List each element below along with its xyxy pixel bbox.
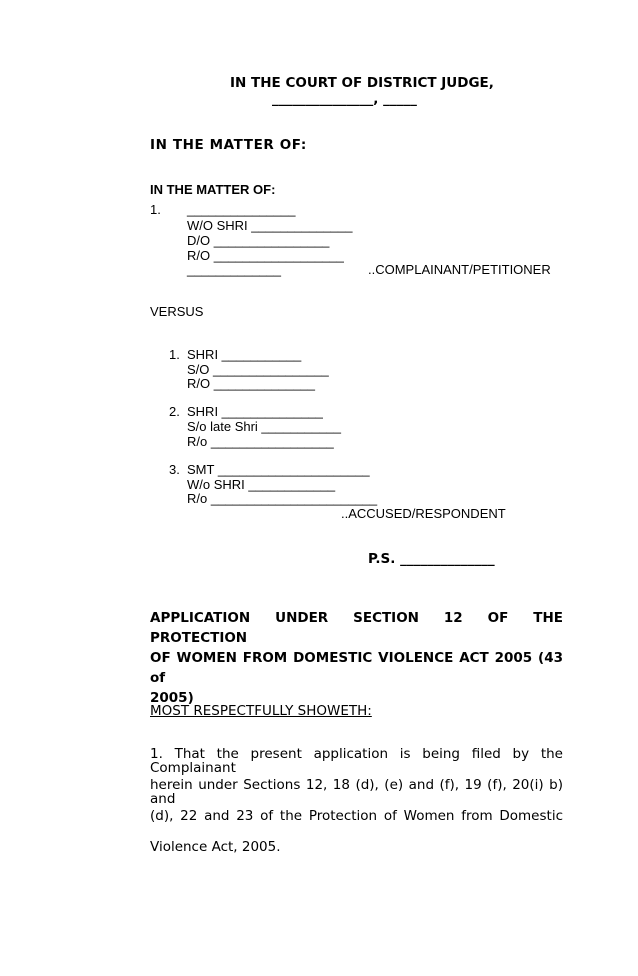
respondent-line: S/o late Shri ___________: [187, 419, 341, 434]
paragraph-line: 1. That the present application is being filed by the Complainant: [150, 746, 563, 776]
paragraph-line: (d), 22 and 23 of the Protection of Women from Domestic: [150, 808, 563, 824]
respondent-role: ..ACCUSED/RESPONDENT: [341, 506, 506, 521]
complainant-ro: R/O __________________: [187, 248, 344, 263]
complainant-extra-line: _____________: [187, 262, 281, 277]
respondent-number: 1.: [169, 347, 180, 362]
application-title-line: OF WOMEN FROM DOMESTIC VIOLENCE ACT 2005 (43 of: [150, 650, 563, 686]
court-heading: IN THE COURT OF DISTRICT JUDGE,: [230, 75, 494, 91]
complainant-role: ..COMPLAINANT/PETITIONER: [368, 262, 551, 277]
court-place-line: _______________, _____: [272, 91, 417, 107]
application-title-line: 2005): [150, 690, 194, 706]
respondent-line: S/O ________________: [187, 362, 329, 377]
showeth-heading: MOST RESPECTFULLY SHOWETH:: [150, 703, 372, 719]
respondent-number: 3.: [169, 462, 180, 477]
respondent-line: SMT _____________________: [187, 462, 370, 477]
complainant-wo: W/O SHRI ______________: [187, 218, 353, 233]
complainant-number: 1.: [150, 202, 161, 217]
application-title-line: APPLICATION UNDER SECTION 12 OF THE PROTECTION: [150, 610, 563, 646]
respondent-line: R/o _________________: [187, 434, 334, 449]
respondent-line: R/O ______________: [187, 376, 315, 391]
respondent-line: R/o _______________________: [187, 491, 378, 506]
respondent-line: SHRI ______________: [187, 404, 323, 419]
respondent-line: W/o SHRI ____________: [187, 477, 336, 492]
police-station-line: P.S. ______________: [368, 551, 495, 567]
complainant-do: D/O ________________: [187, 233, 330, 248]
paragraph-line: herein under Sections 12, 18 (d), (e) and (f), 19 (f), 20(i) b) and: [150, 777, 563, 807]
matter-heading-bold: IN THE MATTER OF:: [150, 137, 307, 153]
versus-label: VERSUS: [150, 304, 204, 319]
respondent-number: 2.: [169, 404, 180, 419]
paragraph-line: Violence Act, 2005.: [150, 839, 281, 855]
matter-heading: IN THE MATTER OF:: [150, 182, 276, 197]
complainant-name-line: _______________: [187, 202, 296, 217]
respondent-line: SHRI ___________: [187, 347, 302, 362]
application-title: [150, 608, 563, 708]
